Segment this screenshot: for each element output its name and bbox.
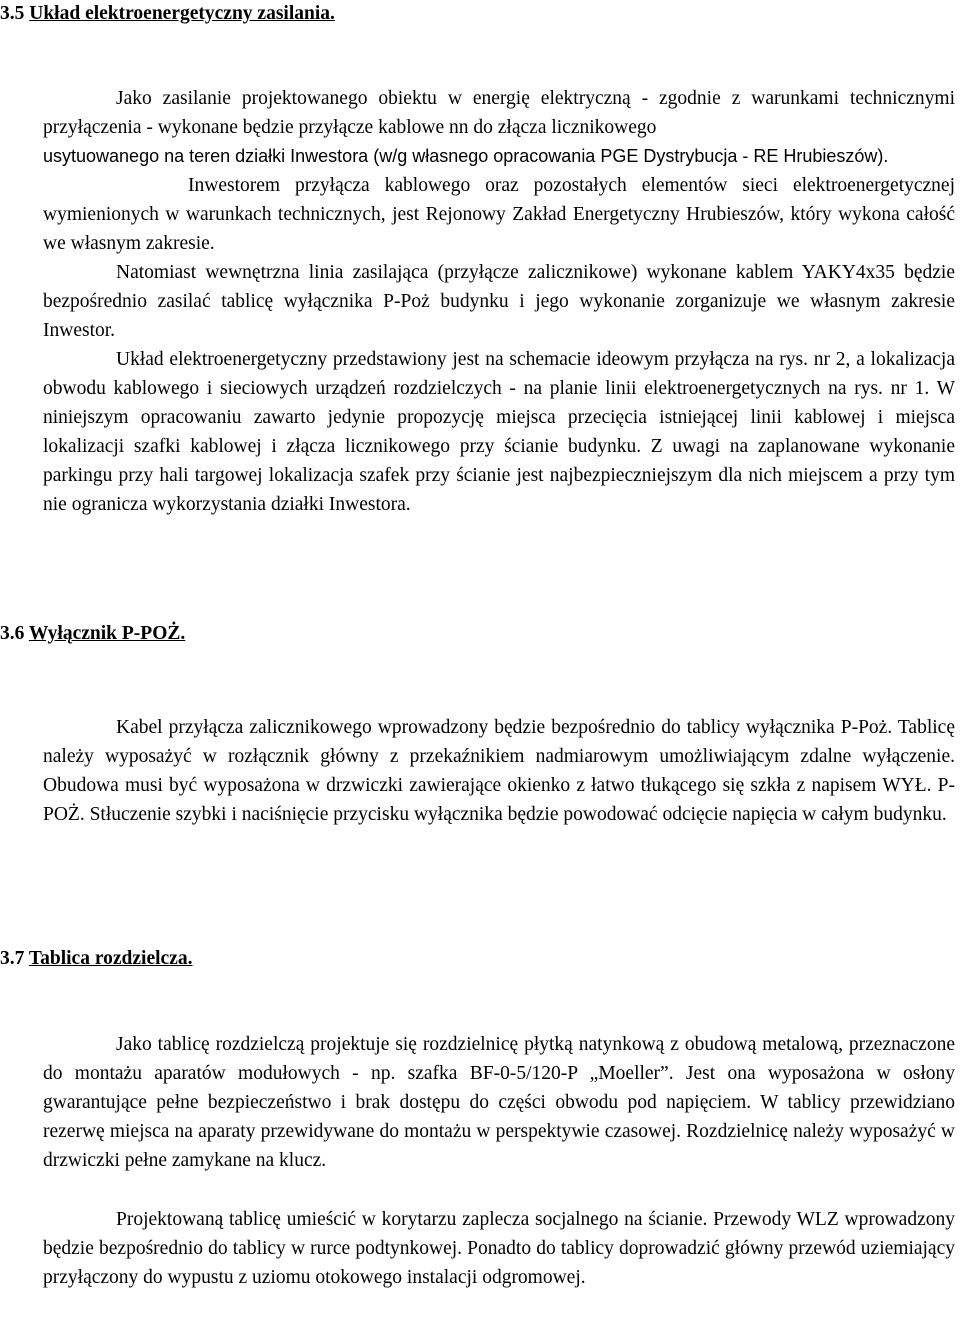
section-heading-3-5 bbox=[0, 2, 335, 26]
paragraph: Kabel przyłącza zalicznikowego wprowadzony będzie bezpośrednio do tablicy wyłącznika P-Poż. Tablicę należy wyposażyć w rozłącznik główny z przekaźnikiem nadmiarowym umożliwiającym zdalne wyłączenie. Obudowa musi być wyposażona w drzwiczki zawierające okienko z łatwo tłukącego się szkła z napisem WYŁ. P-POŻ. Stłuczenie szybki i naciśnięcie przycisku wyłącznika będzie powodować odcięcie napięcia w całym budynku. bbox=[43, 717, 955, 825]
paragraph: Natomiast wewnętrzna linia zasilająca (przyłącze zalicznikowe) wykonane kablem YAKY4x35 będzie bezpośrednio zasilać tablicę wyłącznika P-Poż budynku i jego wykonanie zorganizuje we własnym zakresie Inwestor. bbox=[43, 262, 955, 341]
section-number: 3.5 bbox=[0, 3, 25, 24]
section-title: Układ elektroenergetyczny zasilania. bbox=[29, 3, 335, 24]
paragraph: Inwestorem przyłącza kablowego oraz pozostałych elementów sieci elektroenergetycznej wymienionych w warunkach technicznych, jest Rejonowy Zakład Energetyczny Hrubieszów, który wykona całość we własnym zakresie. bbox=[43, 175, 955, 254]
paragraph: Jako zasilanie projektowanego obiektu w energię elektryczną - zgodnie z warunkami technicznymi przyłączenia - wykonane będzie przyłącze kablowe nn do złącza licznikowego bbox=[43, 88, 955, 138]
section-number: 3.6 bbox=[0, 623, 25, 644]
paragraph: Układ elektroenergetyczny przedstawiony jest na schemacie ideowym przyłącza na rys. nr 2, a lokalizacja obwodu kablowego i sieciowych urządzeń rozdzielczych - na planie linii elektroenergetycznych na rys. nr 1. W niniejszym opracowaniu zawarto jedynie propozycję miejsca przecięcia istniejącej linii kablowej i miejsca lokalizacji szafki kablowej i złącza licznikowego przy ścianie budynku. Z uwagi na zaplanowane wykonanie parkingu przy hali targowej lokalizacja szafek przy ścianie jest najbezpieczniejszym dla nich miejscem a przy tym nie ogranicza wykorzystania działki Inwestora. bbox=[43, 349, 955, 515]
section-title: Tablica rozdzielcza. bbox=[28, 948, 193, 969]
paragraph: Projektowaną tablicę umieścić w korytarzu zaplecza socjalnego na ścianie. Przewody WLZ wprowadzony będzie bezpośrednio do tablicy w rurce podtynkowej. Ponadto do tablicy doprowadzić główny przewód uziemiający przyłączony do wypustu z uziomu otokowego instalacji odgromowej. bbox=[43, 1209, 955, 1288]
section-heading-3-6 bbox=[0, 622, 185, 646]
section-heading-3-7 bbox=[0, 947, 192, 971]
paragraph: Jako tablicę rozdzielczą projektuje się rozdzielnicę płytką natynkową z obudową metalową, przeznaczone do montażu aparatów modułowych - np. szafka BF-0-5/120-P „Moeller”. Jest ona wyposażona w osłony gwarantujące pełne bezpieczeństwo i brak dostępu do części obwodu pod napięciem. W tablicy przewidziano rezerwę miejsca na aparaty przewidywane do montażu w perspektywie czasowej. Rozdzielnicę należy wyposażyć w drzwiczki pełne zamykane na klucz. bbox=[43, 1034, 955, 1171]
section-number: 3.7 bbox=[0, 948, 25, 969]
section-title: Wyłącznik P-POŻ. bbox=[28, 623, 186, 644]
paragraph: usytuowanego na teren działki Inwestora (w/g własnego opracowania PGE Dystrybucja - RE Hrubieszów). bbox=[43, 146, 889, 166]
